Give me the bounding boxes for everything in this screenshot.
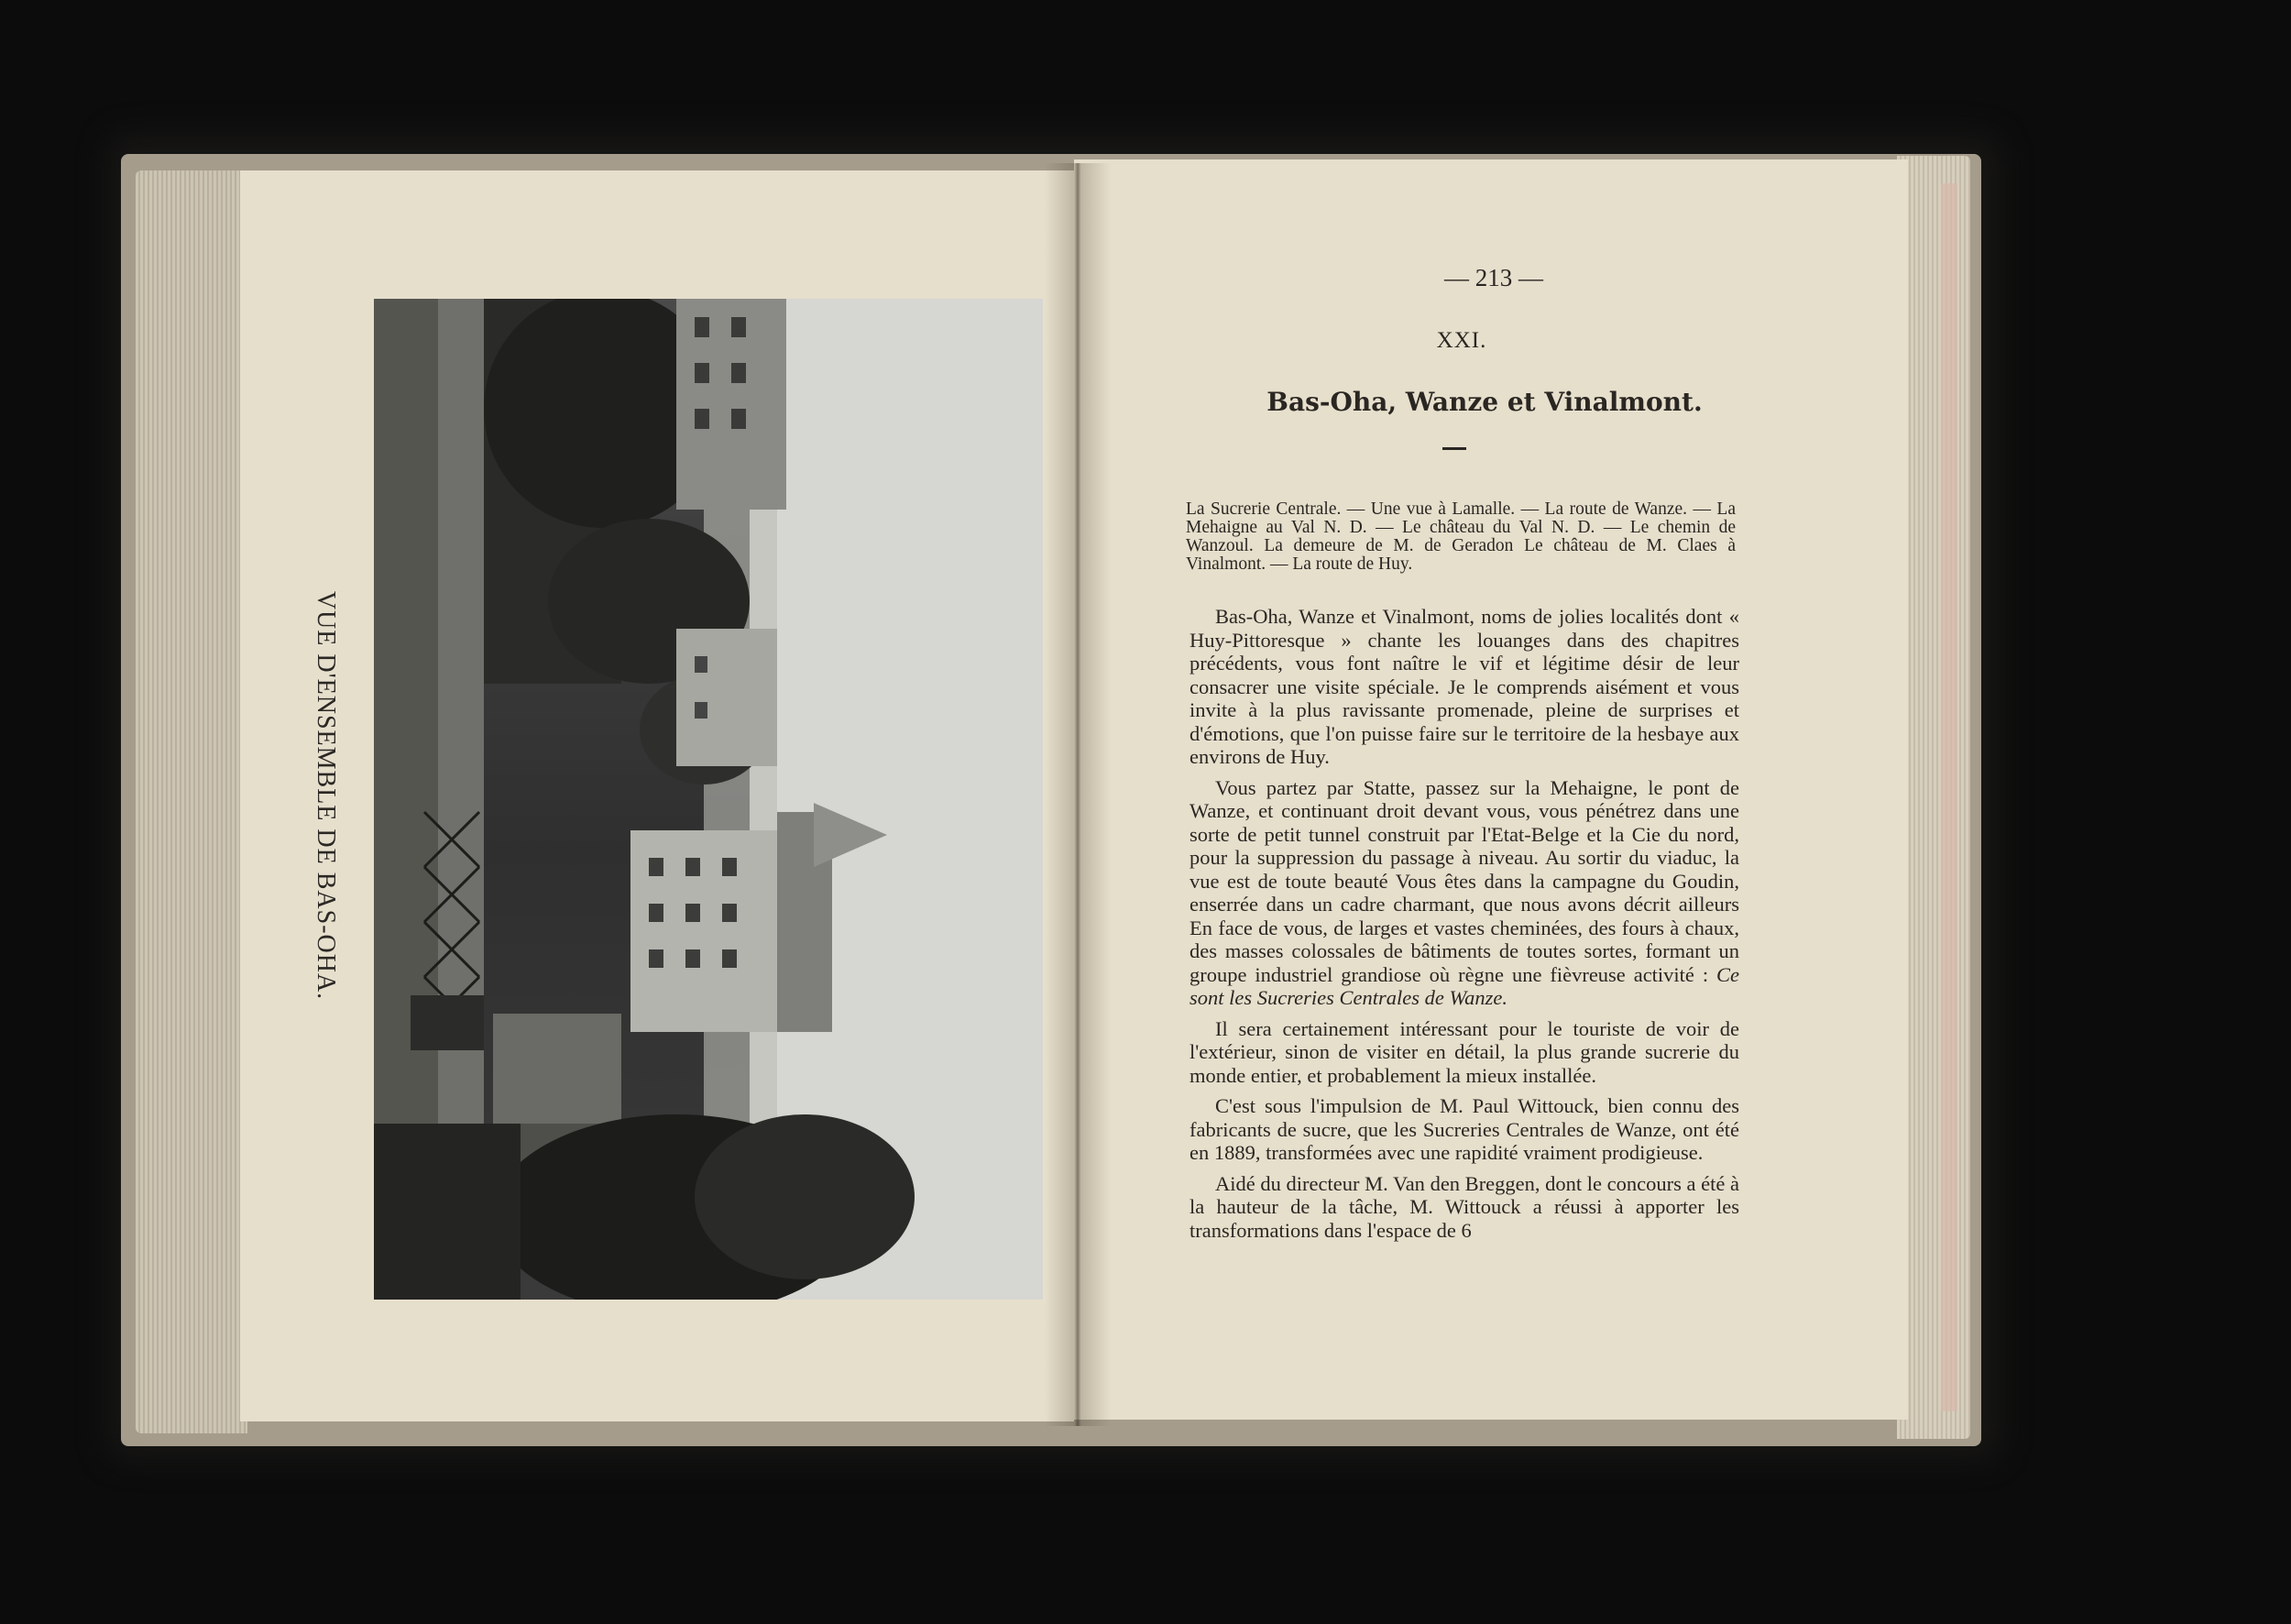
chapter-body xyxy=(1189,605,1739,1249)
book-gutter xyxy=(1045,163,1111,1426)
paragraph-2 xyxy=(1189,776,1739,1010)
left-page-edges xyxy=(136,170,247,1433)
paragraph-1: Bas-Oha, Wanze et Vinalmont, noms de jolies localités dont « Huy-Pittoresque » chante les louanges dans des chapitres précédents, vous font naître le vif et légitime désir de leur consacrer une visite spéciale. Je le comprends aisément et vous invite à la plus ravissante promenade, pleine de surprises et d'émotions, que l'on puisse faire sur le territoire de la hesbaye aux environs de Huy. xyxy=(1189,605,1739,768)
photo-caption: VUE D'ENSEMBLE DE BAS-OHA. xyxy=(312,590,340,1001)
photograph-bas-oha xyxy=(374,299,1043,1300)
page-number: — 213 — xyxy=(1444,264,1543,291)
title-divider xyxy=(1442,447,1466,450)
paragraph-2-text: Vous partez par Statte, passez sur la Mehaigne, le pont de Wanze, et continuant droit devant vous, vous pénétrez dans une sorte de petit tunnel construit par l'Etat-Belge et la Cie du nord, pour la suppression du passage à niveau. Au sortir du viaduc, la vue est de toute beauté Vous êtes dans la campagne du Goudin, enserrée dans un cadre charmant, que nous avons décrit ailleurs En face de vous, de larges et vastes cheminées, des fours à chaux, des masses colossales de bâtiments de toutes sortes, formant un groupe industriel grandiose où règne une fièvreuse activité : xyxy=(1189,775,1739,986)
paragraph-5: Aidé du directeur M. Van den Breggen, dont le concours a été à la hauteur de la tâche, M. Wittouck a réussi à apporter les transformations dans l'espace de 6 xyxy=(1189,1171,1739,1242)
paragraph-2-italic: Ce sont les Sucreries Centrales de Wanze. xyxy=(1189,962,1739,1009)
chapter-title: Bas-Oha, Wanze et Vinalmont. xyxy=(1266,387,1703,417)
chapter-number: XXI. xyxy=(1436,328,1487,353)
edge-ribbon xyxy=(1941,183,1957,1411)
chapter-summary: La Sucrerie Centrale. — Une vue à Lamalle. — La route de Wanze. — La Mehaigne au Val N. D. — Le château du Val N. D. — Le chemin de Wanzoul. La demeure de M. de Geradon Le château de M. Claes à Vinalmont. — La route de Huy. xyxy=(1186,499,1736,574)
right-page-edges xyxy=(1897,156,1970,1439)
photograph-drawing xyxy=(374,299,1043,1300)
paragraph-4: C'est sous l'impulsion de M. Paul Wittouck, bien connu des fabricants de sucre, que les Sucreries Centrales de Wanze, ont été en 1889, transformées avec une rapidité vraiment prodigieuse. xyxy=(1189,1094,1739,1164)
paragraph-3: Il sera certainement intéressant pour le touriste de voir de l'extérieur, sinon de visiter en détail, la plus grande sucrerie du monde entier, et probablement la mieux installée. xyxy=(1189,1016,1739,1087)
